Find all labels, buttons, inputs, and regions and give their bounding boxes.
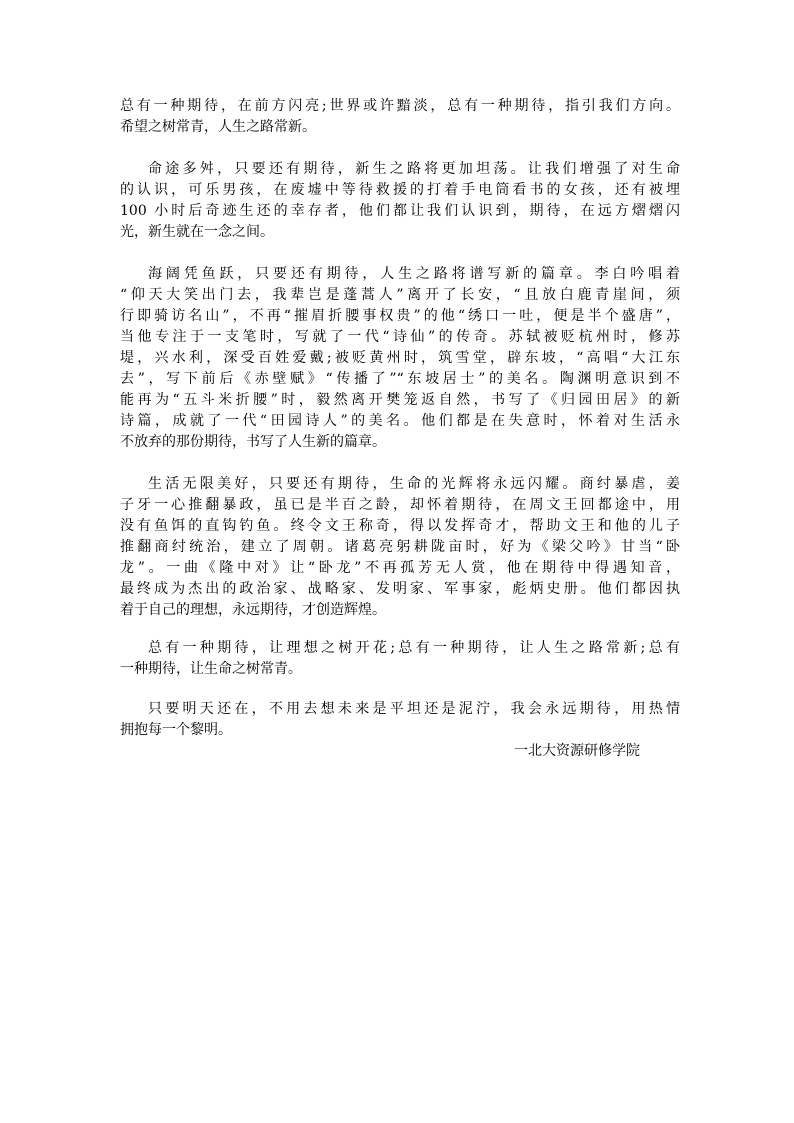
paragraph-1-line-2: 希望之树常青，人生之路常新。 bbox=[120, 119, 316, 135]
paragraph-2-line-3: 100 小时后奇迹生还的幸存者，他们都让我们认识到，期待，在远方熠熠闪 bbox=[120, 203, 680, 219]
paragraph-3-line-6: 去”，写下前后《赤壁赋》“传播了”“东坡居士”的美名。陶渊明意识到不 bbox=[120, 371, 680, 387]
paragraph-3-line-1: 海阔凭鱼跃，只要还有期待，人生之路将谱写新的篇章。李白吟唱着 bbox=[148, 266, 680, 282]
paragraph-3-line-4: 当他专注于一支笔时，写就了一代“诗仙”的传奇。苏轼被贬杭州时，修苏 bbox=[120, 329, 680, 345]
paragraph-4-line-2: 子牙一心推翻暴政，虽已是半百之龄，却怀着期待，在周文王回都途中，用 bbox=[120, 497, 680, 513]
paragraph-6-line-2: 拥抱每一个黎明。 bbox=[120, 722, 232, 738]
signature: 一北大资源研修学院 bbox=[514, 743, 640, 759]
paragraph-4-line-4: 推翻商纣统治，建立了周朝。诸葛亮躬耕陇亩时，好为《梁父吟》甘当“卧 bbox=[120, 539, 680, 555]
paragraph-3-line-7: 能再为“五斗米折腰”时，毅然离开樊笼返自然，书写了《归园田居》的新 bbox=[120, 392, 680, 408]
paragraph-5-line-1: 总有一种期待，让理想之树开花;总有一种期待，让人生之路常新;总有 bbox=[148, 640, 680, 656]
paragraph-5-line-2: 一种期待，让生命之树常青。 bbox=[120, 661, 302, 677]
paragraph-3-line-9: 不放弃的那份期待，书写了人生新的篇章。 bbox=[120, 434, 386, 450]
paragraph-4-line-5: 龙”。一曲《隆中对》让“卧龙”不再孤芳无人赏，他在期待中得遇知音， bbox=[120, 560, 680, 576]
paragraph-2-line-2: 的认识，可乐男孩，在废墟中等待救援的打着手电筒看书的女孩，还有被埋 bbox=[120, 182, 680, 198]
paragraph-3-line-2: “仰天大笑出门去，我辈岂是蓬蒿人”离开了长安，“且放白鹿青崖间，须 bbox=[120, 287, 680, 303]
paragraph-3-line-8: 诗篇，成就了一代“田园诗人”的美名。他们都是在失意时，怀着对生活永 bbox=[120, 413, 680, 429]
paragraph-4-line-3: 没有鱼饵的直钩钓鱼。终令文王称奇，得以发挥奇才，帮助文王和他的儿子 bbox=[120, 518, 680, 534]
paragraph-4-line-7: 着于自己的理想，永远期待，才创造辉煌。 bbox=[120, 602, 386, 618]
paragraph-2-line-4: 光，新生就在一念之间。 bbox=[120, 224, 274, 240]
paragraph-2-line-1: 命途多舛，只要还有期待，新生之路将更加坦荡。让我们增强了对生命 bbox=[148, 161, 680, 177]
paragraph-4-line-1: 生活无限美好，只要还有期待，生命的光辉将永远闪耀。商纣暴虐，姜 bbox=[148, 476, 680, 492]
paragraph-1-line-1: 总有一种期待，在前方闪亮;世界或许黯淡，总有一种期待，指引我们方向。 bbox=[120, 98, 680, 114]
paragraph-4-line-6: 最终成为杰出的政治家、战略家、发明家、军事家，彪炳史册。他们都因执 bbox=[120, 581, 680, 597]
paragraph-3-line-3: 行即骑访名山”，不再“摧眉折腰事权贵”的他“绣口一吐，便是半个盛唐”， bbox=[120, 308, 680, 324]
paragraph-6-line-1: 只要明天还在，不用去想未来是平坦还是泥泞，我会永远期待，用热情 bbox=[148, 701, 680, 717]
paragraph-3-line-5: 堤，兴水利，深受百姓爱戴;被贬黄州时，筑雪堂，辟东坡，“高唱“大江东 bbox=[120, 350, 680, 366]
